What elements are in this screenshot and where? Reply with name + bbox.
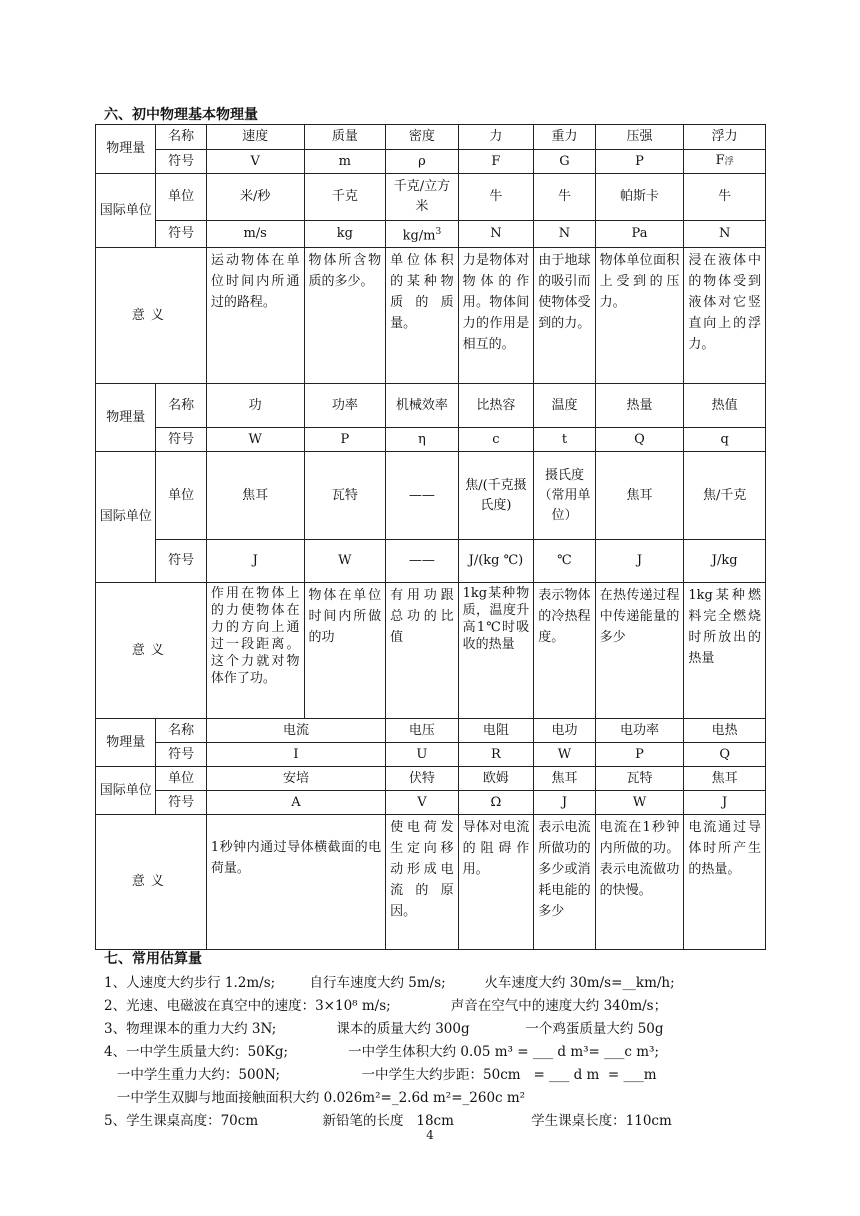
t2-name-cell: 功 — [206, 384, 304, 428]
t1-symbol-cell: F — [458, 150, 534, 174]
t1-name-cell: 浮力 — [684, 125, 766, 150]
t3-unit-symbol-cell: V — [386, 791, 459, 815]
t1-meaning-row — [96, 248, 766, 384]
t1-unit-symbol-cell: m/s — [206, 221, 304, 248]
t3-unit-symbol-label: 符号 — [156, 791, 206, 815]
page-number: 4 — [426, 1128, 434, 1142]
estimate-line: 3、物理课本的重力大约 3N; 课本的质量大约 300g 一个鸡蛋质量大约 50g — [104, 1021, 664, 1037]
t2-name-label: 名称 — [156, 384, 206, 428]
t2-unit-row — [96, 452, 766, 540]
t1-symbol-row — [96, 150, 766, 174]
t3-unit-cell: 焦耳 — [684, 767, 766, 791]
t1-unit-cell: 米/秒 — [206, 174, 304, 221]
t1-symbol-cell: ρ — [386, 150, 459, 174]
physics-quantities-table — [95, 124, 766, 950]
t2-symbol-label: 符号 — [156, 428, 206, 452]
t3-unit-cell: 瓦特 — [595, 767, 684, 791]
density-unit-superscript: 3 — [435, 227, 442, 237]
t3-unit-symbol-cell: Ω — [458, 791, 534, 815]
estimate-line: 一中学生双脚与地面接触面积大约 0.026m²=_2.6d m²=_260c m² — [104, 1090, 526, 1106]
t1-meaning-cell: 运动物体在单位时间内所通过的路程。 — [206, 248, 304, 384]
t2-meaning-label: 意义 — [96, 583, 207, 719]
t2-unit-symbol-row — [96, 540, 766, 583]
t2-symbol-cell: η — [386, 428, 459, 452]
t1-meaning-cell: 浸在液体中的物体受到液体对它竖直向上的浮力。 — [684, 248, 766, 384]
t1-name-cell: 速度 — [206, 125, 304, 150]
t1-name-cell: 重力 — [534, 125, 595, 150]
section-6-heading: 六、初中物理基本物理量 — [104, 107, 258, 123]
t3-unit-cell: 伏特 — [386, 767, 459, 791]
t1-unit-symbol-cell — [386, 221, 459, 248]
t3-name-row — [96, 719, 766, 743]
t1-unit-cell: 牛 — [458, 174, 534, 221]
t3-name-cell: 电流 — [206, 719, 385, 743]
t2-meaning-cell: 物体在单位时间内所做的功 — [304, 583, 386, 719]
estimate-line: 4、一中学生质量大约：50Kg; 一中学生体积大约 0.05 m³ = ___ d m³= ___c m³; — [104, 1044, 660, 1060]
t2-name-cell: 热值 — [684, 384, 766, 428]
t1-unit-label: 单位 — [156, 174, 206, 221]
t2-unit-symbol-cell: J/kg — [684, 540, 766, 583]
t2-symbol-cell: q — [684, 428, 766, 452]
t1-unit-symbol-cell: kg — [304, 221, 386, 248]
t3-name-cell: 电功 — [534, 719, 595, 743]
t1-unit-symbol-cell: N — [534, 221, 595, 248]
t2-meaning-cell: 在热传递过程中传递能量的多少 — [595, 583, 684, 719]
t2-meaning-cell: 有用功跟总功的比值 — [386, 583, 459, 719]
t3-symbol-cell: P — [595, 743, 684, 767]
t1-unit-symbol-label: 符号 — [156, 221, 206, 248]
t1-unit-cell: 牛 — [684, 174, 766, 221]
t3-meaning-row — [96, 815, 766, 950]
t3-name-label: 名称 — [156, 719, 206, 743]
t1-name-cell: 密度 — [386, 125, 459, 150]
t2-name-cell: 机械效率 — [386, 384, 459, 428]
t3-unit-symbol-cell: A — [206, 791, 385, 815]
t3-meaning-cell: 表示电流所做功的多少或消耗电能的多少 — [534, 815, 595, 950]
t3-meaning-cell: 导体对电流的阻碍作用。 — [458, 815, 534, 950]
t1-symbol-cell: G — [534, 150, 595, 174]
t2-meaning-cell: 作用在物体上的力使物体在力的方向上通过一段距离。这个力就对物体作了功。 — [206, 583, 304, 719]
t1-unit-symbol-row — [96, 221, 766, 248]
t1-meaning-cell: 单位体积的某种物质的质量。 — [386, 248, 459, 384]
t2-meaning-cell: 1kg某种燃料完全燃烧时所放出的热量 — [684, 583, 766, 719]
t2-symbol-cell: t — [534, 428, 595, 452]
t1-symbol-cell: P — [595, 150, 684, 174]
t2-symbol-row — [96, 428, 766, 452]
t2-unit-label: 单位 — [156, 452, 206, 540]
t3-symbol-cell: I — [206, 743, 385, 767]
t3-meaning-cell: 电流通过导体时所产生的热量。 — [684, 815, 766, 950]
t1-unit-cell: 牛 — [534, 174, 595, 221]
t1-intl-unit-label: 国际单位 — [96, 174, 156, 248]
t2-meaning-row — [96, 583, 766, 719]
t2-symbol-cell: Q — [595, 428, 684, 452]
t3-unit-cell: 欧姆 — [458, 767, 534, 791]
t1-unit-cell: 千克/立方米 — [386, 174, 459, 221]
t2-unit-symbol-label: 符号 — [156, 540, 206, 583]
t3-symbol-label: 符号 — [156, 743, 206, 767]
t2-name-cell: 热量 — [595, 384, 684, 428]
t1-unit-symbol-cell: N — [684, 221, 766, 248]
density-unit: kg/m — [402, 228, 436, 244]
t2-unit-cell: 焦/千克 — [684, 452, 766, 540]
estimate-line: 1、人速度大约步行 1.2m/s; 自行车速度大约 5m/s; 火车速度大约 30m/s=__km/h; — [104, 975, 675, 991]
t3-unit-symbol-cell: J — [534, 791, 595, 815]
t3-meaning-label: 意义 — [96, 815, 207, 950]
t1-meaning-cell: 物体单位面积上受到的压力。 — [595, 248, 684, 384]
t3-unit-symbol-cell: J — [684, 791, 766, 815]
t1-symbol-cell: m — [304, 150, 386, 174]
estimates-list — [104, 972, 764, 1133]
t2-symbol-cell: P — [304, 428, 386, 452]
t3-unit-cell: 焦耳 — [534, 767, 595, 791]
t2-intl-unit-label: 国际单位 — [96, 452, 156, 583]
t3-name-cell: 电阻 — [458, 719, 534, 743]
t1-unit-cell: 千克 — [304, 174, 386, 221]
t3-unit-symbol-row — [96, 791, 766, 815]
t2-unit-symbol-cell: —— — [386, 540, 459, 583]
t1-name-row — [96, 125, 766, 150]
t3-meaning-cell: 使电荷发生定向移动形成电流的原因。 — [386, 815, 459, 950]
t3-meaning-cell: 电流在1秒钟内所做的功。表示电流做功的快慢。 — [595, 815, 684, 950]
t1-meaning-label: 意义 — [96, 248, 207, 384]
t2-name-cell: 比热容 — [458, 384, 534, 428]
t1-name-cell: 压强 — [595, 125, 684, 150]
t2-name-row — [96, 384, 766, 428]
t3-name-cell: 电功率 — [595, 719, 684, 743]
estimate-line: 一中学生重力大约：500N; 一中学生大约步距：50cm = ___ d m = ___m — [104, 1067, 657, 1083]
t2-unit-symbol-cell: W — [304, 540, 386, 583]
t3-unit-cell: 安培 — [206, 767, 385, 791]
t1-unit-symbol-cell: Pa — [595, 221, 684, 248]
t2-unit-cell: —— — [386, 452, 459, 540]
t1-name-cell: 力 — [458, 125, 534, 150]
t3-unit-symbol-cell: W — [595, 791, 684, 815]
t2-unit-symbol-cell: J — [595, 540, 684, 583]
t2-symbol-cell: W — [206, 428, 304, 452]
t2-unit-cell: 焦耳 — [206, 452, 304, 540]
t3-symbol-cell: R — [458, 743, 534, 767]
t1-name-label: 名称 — [156, 125, 206, 150]
t2-unit-symbol-cell: ℃ — [534, 540, 595, 583]
t1-quantity-label: 物理量 — [96, 125, 156, 174]
t3-unit-label: 单位 — [156, 767, 206, 791]
section-7-heading: 七、常用估算量 — [104, 951, 202, 967]
t2-symbol-cell: c — [458, 428, 534, 452]
t2-name-cell: 功率 — [304, 384, 386, 428]
t1-unit-cell: 帕斯卡 — [595, 174, 684, 221]
t3-symbol-cell: Q — [684, 743, 766, 767]
estimate-line: 5、学生课桌高度：70cm 新铅笔的长度 18cm 学生课桌长度：110cm — [104, 1113, 672, 1129]
t1-unit-row — [96, 174, 766, 221]
t1-symbol-label: 符号 — [156, 150, 206, 174]
t2-unit-symbol-cell: J — [206, 540, 304, 583]
t1-symbol-cell: V — [206, 150, 304, 174]
t1-name-cell: 质量 — [304, 125, 386, 150]
t3-meaning-cell: 1秒钟内通过导体横截面的电荷量。 — [206, 815, 385, 950]
t3-symbol-cell: W — [534, 743, 595, 767]
t2-unit-symbol-cell: J/(kg ℃) — [458, 540, 534, 583]
t1-unit-symbol-cell: N — [458, 221, 534, 248]
t2-unit-cell: 瓦特 — [304, 452, 386, 540]
t2-meaning-cell: 1kg某种物质，温度升高1℃时吸收的热量 — [458, 583, 534, 719]
t2-name-cell: 温度 — [534, 384, 595, 428]
t2-unit-cell: 焦耳 — [595, 452, 684, 540]
t3-quantity-label: 物理量 — [96, 719, 156, 767]
t2-unit-cell: 摄氏度（常用单位） — [534, 452, 595, 540]
t2-meaning-cell: 表示物体的冷热程度。 — [534, 583, 595, 719]
t1-symbol-cell — [684, 150, 766, 174]
t1-meaning-cell: 力是物体对物体的作用。物体间力的作用是相互的。 — [458, 248, 534, 384]
t2-unit-cell: 焦/(千克摄氏度) — [458, 452, 534, 540]
t3-symbol-row — [96, 743, 766, 767]
buoyancy-symbol: F — [715, 153, 725, 168]
t1-meaning-cell: 物体所含物质的多少。 — [304, 248, 386, 384]
t3-symbol-cell: U — [386, 743, 459, 767]
t3-name-cell: 电压 — [386, 719, 459, 743]
buoyancy-subscript: 浮 — [724, 157, 734, 167]
t3-unit-row — [96, 767, 766, 791]
t3-intl-unit-label: 国际单位 — [96, 767, 156, 815]
t1-meaning-cell: 由于地球的吸引而使物体受到的力。 — [534, 248, 595, 384]
t2-quantity-label: 物理量 — [96, 384, 156, 452]
estimate-line: 2、光速、电磁波在真空中的速度：3×10⁸ m/s; 声音在空气中的速度大约 340m/s； — [104, 998, 668, 1014]
t3-name-cell: 电热 — [684, 719, 766, 743]
